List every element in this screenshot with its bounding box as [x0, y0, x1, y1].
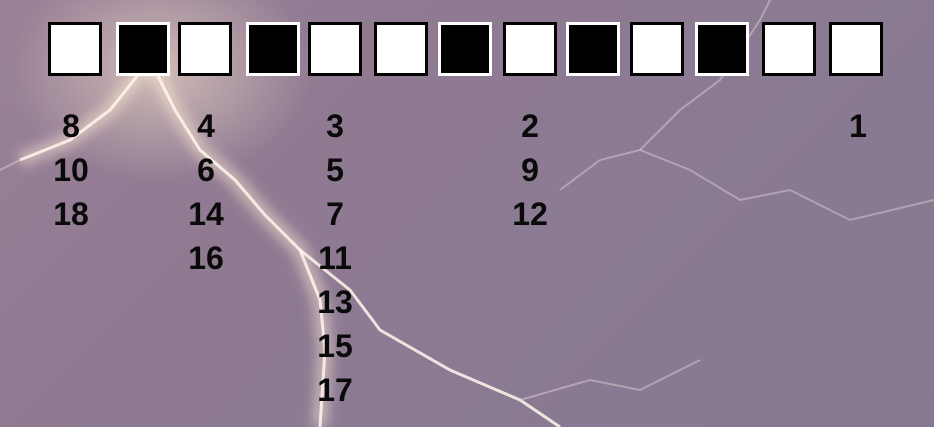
number-label: 17	[317, 372, 353, 408]
number-label: 10	[53, 152, 89, 188]
number-label: 2	[521, 108, 539, 144]
number-label: 3	[326, 108, 344, 144]
cell-white[interactable]	[503, 22, 557, 76]
cell-white[interactable]	[178, 22, 232, 76]
cell-white[interactable]	[308, 22, 362, 76]
number-label: 9	[521, 152, 539, 188]
cell-white[interactable]	[630, 22, 684, 76]
number-label: 8	[62, 108, 80, 144]
number-column	[823, 104, 893, 148]
number-label: 4	[197, 108, 215, 144]
number-label: 16	[188, 240, 224, 276]
cell-black[interactable]	[695, 22, 749, 76]
cell-black[interactable]	[438, 22, 492, 76]
cell-row	[48, 22, 888, 80]
number-label: 7	[326, 196, 344, 232]
number-column	[300, 104, 370, 412]
number-label: 12	[512, 196, 548, 232]
cell-black[interactable]	[566, 22, 620, 76]
cell-black[interactable]	[116, 22, 170, 76]
number-label: 11	[318, 240, 352, 276]
cell-white[interactable]	[829, 22, 883, 76]
number-label: 14	[188, 196, 224, 232]
number-label: 5	[326, 152, 344, 188]
number-column	[495, 104, 565, 236]
cell-white[interactable]	[374, 22, 428, 76]
cell-white[interactable]	[762, 22, 816, 76]
number-label: 15	[317, 328, 353, 364]
number-column	[36, 104, 106, 236]
number-label: 6	[197, 152, 215, 188]
number-label: 18	[53, 196, 89, 232]
cell-white[interactable]	[48, 22, 102, 76]
number-label: 13	[317, 284, 353, 320]
cell-black[interactable]	[246, 22, 300, 76]
number-column	[171, 104, 241, 280]
number-label: 1	[849, 108, 867, 144]
